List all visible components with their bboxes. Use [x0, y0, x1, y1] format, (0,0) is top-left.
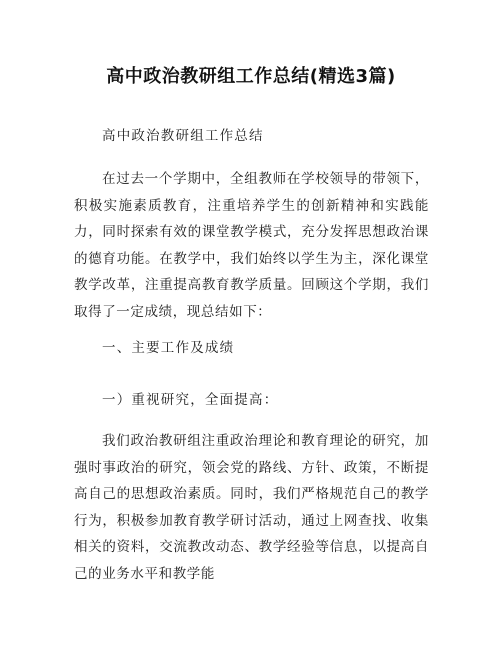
- document-title: 高中政治教研组工作总结(精选3篇): [106, 66, 396, 87]
- subsection-heading: 一）重视研究，全面提高：: [102, 392, 279, 408]
- body-paragraph: 我们政治教研组注重政治理论和教育理论的研究，加强时事政治的研究，领会党的路线、方针、政策，不断提高自己的思想政治素质。同时，我们严格规范自己的教学行为，积极参加教育教学研讨活动，通过上网查找、收集相关的资料，交流教改动态、教学经验等信息，以提高自己的业务水平和教学能: [74, 433, 429, 582]
- section-heading: 一、主要工作及成绩: [102, 340, 235, 356]
- document-subtitle: 高中政治教研组工作总结: [102, 128, 264, 144]
- intro-paragraph: 在过去一个学期中，全组教师在学校领导的带领下，积极实施素质教育，注重培养学生的创新精神和实践能力，同时探索有效的课堂教学模式，充分发挥思想政治课的德育功能。在教学中，我们始终以学生为主，深化课堂教学改革，注重提高教育教学质量。回顾这个学期，我们取得了一定成绩，现总结如下：: [74, 171, 429, 320]
